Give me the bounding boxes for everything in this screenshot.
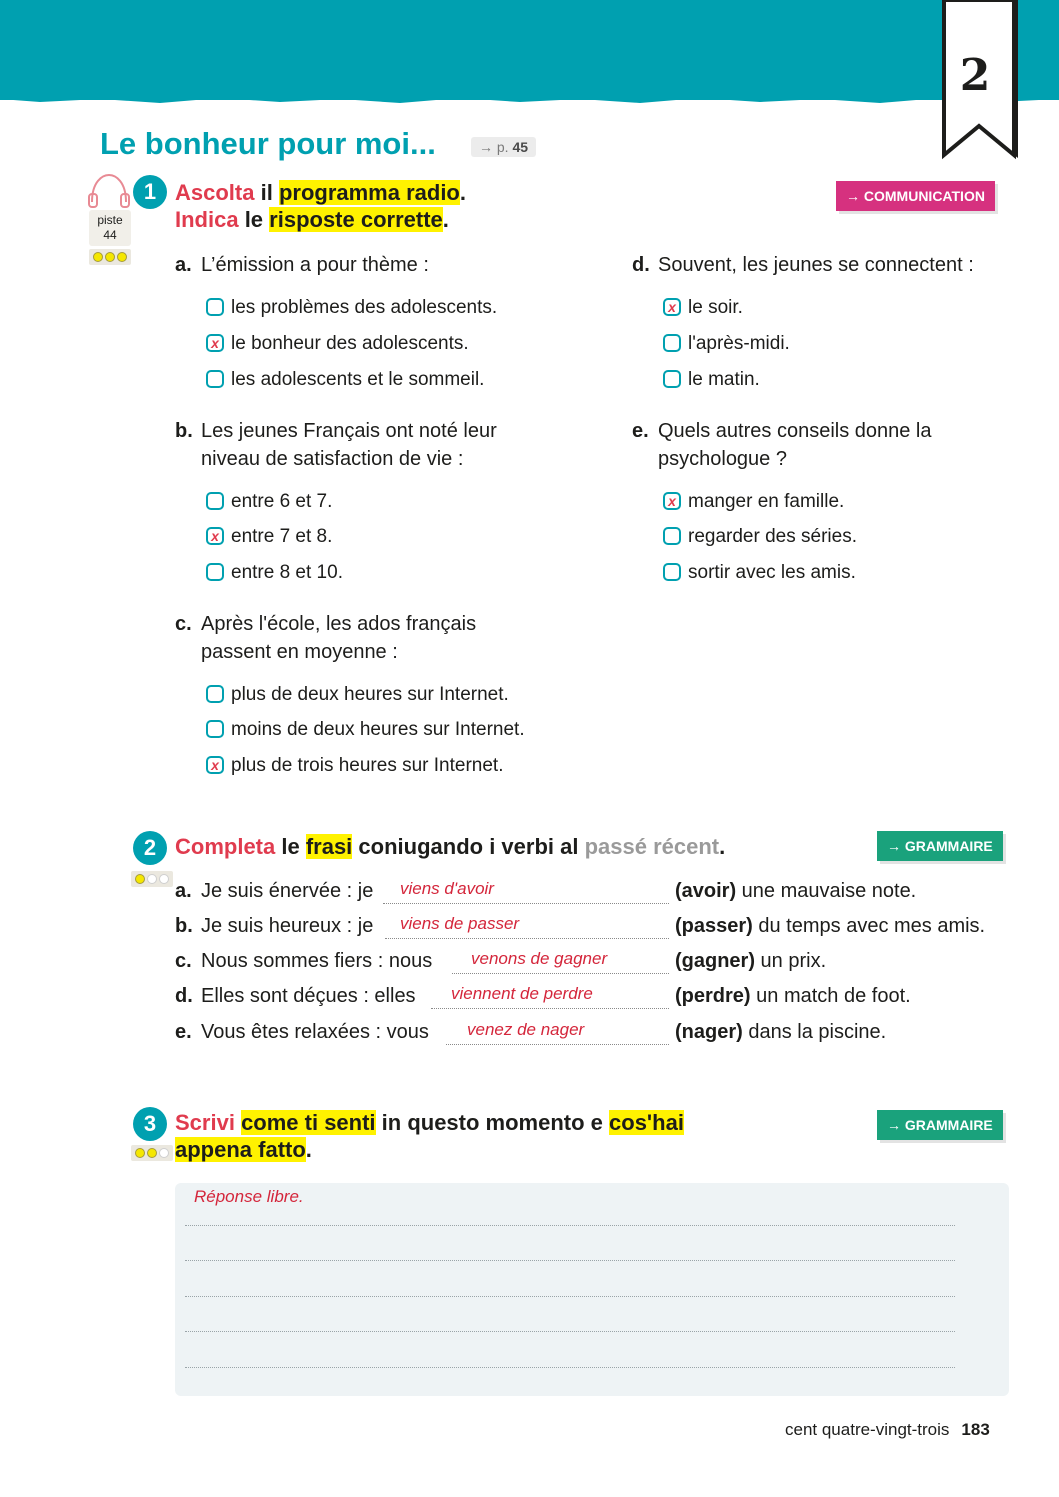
checkbox-checked[interactable]: x [206,527,224,545]
option-text: entre 6 et 7. [231,491,333,512]
question-c [175,610,476,666]
question-letter: d. [632,254,650,276]
exercise-3-number: 3 [133,1107,167,1141]
question-text: niveau de satisfaction de vie : [201,448,464,470]
option-b-1[interactable] [231,490,332,514]
instruction-word: il [254,180,279,205]
difficulty-dot [147,1148,157,1158]
question-e [632,417,932,473]
fill-item-b [175,912,1005,940]
option-text: manger en famille. [688,491,845,512]
answer-blank[interactable] [452,947,669,974]
instruction-word: Scrivi [175,1110,235,1135]
question-text: L’émission a pour thème : [201,254,429,276]
question-letter: e. [632,420,649,442]
difficulty-indicator [131,1145,173,1161]
page-number: 183 [961,1420,990,1439]
instruction-word: coniugando i verbi al [352,834,585,859]
fill-item-c [175,947,1005,975]
writing-line [185,1260,955,1261]
verb-infinitive: (perdre) [675,985,751,1007]
instruction-word: . [305,1137,312,1162]
option-b-2[interactable] [211,525,333,549]
item-letter: e. [175,1021,192,1043]
option-d-1[interactable] [668,296,743,320]
question-text: Après l'école, les ados français [201,613,477,635]
instruction-word: . [459,180,466,205]
option-text: le matin. [688,369,760,390]
exercise-2-number: 2 [133,831,167,865]
exercise-1-number: 1 [133,175,167,209]
question-letter: a. [175,254,192,276]
verb-infinitive: (gagner) [675,950,755,972]
option-a-3[interactable] [231,368,484,392]
piste-number: 44 [103,228,117,242]
checkbox-checked[interactable]: x [206,334,224,352]
exercise-3-instruction [175,1109,684,1163]
writing-line [185,1331,955,1332]
unit-bookmark [940,0,1020,162]
option-text: le bonheur des adolescents. [231,333,469,354]
verb-infinitive: (passer) [675,915,753,937]
instruction-word: Indica [175,207,239,232]
free-answer-text: Réponse libre. [194,1187,304,1206]
question-text: Quels autres conseils donne la [658,420,932,442]
question-a [175,251,429,279]
checkbox[interactable] [206,720,224,738]
answer-blank[interactable] [385,912,669,939]
item-rest: du temps avec mes amis. [752,915,986,937]
instruction-word: le [238,207,270,232]
difficulty-dot [159,874,169,884]
question-text: Souvent, les jeunes se connectent : [658,254,974,276]
question-text: Les jeunes Français ont noté leur [201,420,497,442]
option-e-1[interactable] [668,490,845,514]
difficulty-dot [147,874,157,884]
item-prompt: Vous êtes relaxées : vous [201,1021,429,1043]
instruction-word: Ascolta [175,180,255,205]
instruction-word: . [719,834,726,859]
instruction-highlight: programma radio [278,180,460,205]
verb-infinitive: (avoir) [675,880,737,902]
item-rest: une mauvaise note. [736,880,917,902]
header-band [0,0,1059,100]
grammaire-tag[interactable]: → GRAMMAIRE [877,831,1003,861]
question-text: psychologue ? [658,448,787,470]
item-letter: c. [175,950,192,972]
grammaire-tag[interactable]: → GRAMMAIRE [877,1110,1003,1140]
writing-line [185,1225,955,1226]
checkbox[interactable] [663,563,681,581]
difficulty-dot [93,252,103,262]
instruction-highlight: frasi [305,834,353,859]
option-c-1[interactable] [231,683,509,707]
question-text: passent en moyenne : [201,641,398,663]
instruction-word: le [275,834,306,859]
checkbox[interactable] [206,563,224,581]
instruction-highlight: cos'hai [609,1110,684,1135]
difficulty-dot [135,874,145,884]
option-a-1[interactable] [231,296,497,320]
answer-text: viens d'avoir [400,879,494,898]
item-prompt: Elles sont déçues : elles [201,985,416,1007]
option-e-3[interactable] [688,561,856,585]
item-rest: dans la piscine. [742,1021,887,1043]
option-d-2[interactable] [688,332,790,356]
audio-track-label[interactable] [89,210,131,246]
difficulty-indicator [131,871,173,887]
instruction-word: . [442,207,449,232]
difficulty-dot [135,1148,145,1158]
answer-blank[interactable] [431,982,669,1009]
instruction-highlight: come ti senti [241,1110,376,1135]
difficulty-dot [159,1148,169,1158]
answer-blank[interactable] [446,1018,669,1045]
item-prompt: Nous sommes fiers : nous [201,950,433,972]
option-text: sortir avec les amis. [688,562,856,583]
page-reference-prefix: → p. [479,139,509,155]
checkbox-checked[interactable]: x [663,492,681,510]
instruction-highlight: appena fatto [175,1137,306,1162]
question-letter: c. [175,613,192,635]
difficulty-dot [117,252,127,262]
option-text: moins de deux heures sur Internet. [231,719,525,740]
option-e-2[interactable] [688,525,857,549]
exercise-2-instruction [175,833,725,860]
page-number-words: cent quatre-vingt-trois [785,1420,950,1439]
question-b [175,417,497,473]
difficulty-indicator [89,249,131,265]
answer-text: venez de nager [467,1020,585,1039]
difficulty-dot [105,252,115,262]
option-text: les problèmes des adolescents. [231,297,498,318]
checkbox-checked[interactable]: x [663,298,681,316]
page-reference[interactable] [471,137,536,157]
item-rest: un prix. [755,950,827,972]
page-footer [785,1420,990,1440]
fill-item-e [175,1018,1005,1046]
instruction-word: Completa [175,834,276,859]
option-text: entre 8 et 10. [231,562,343,583]
torn-edge [0,94,1059,106]
communication-tag[interactable]: → COMMUNICATION [836,181,995,211]
fill-item-d [175,982,1005,1010]
checkbox[interactable] [206,298,224,316]
option-c-3[interactable] [211,754,504,778]
checkbox[interactable] [206,370,224,388]
piste-label: piste [97,213,123,227]
checkbox[interactable] [663,370,681,388]
fill-item-a [175,877,1005,905]
page-title: Le bonheur pour moi... [100,126,436,161]
instruction-word: passé récent [584,834,720,859]
item-letter: a. [175,880,192,902]
item-rest: un match de foot. [750,985,911,1007]
option-b-3[interactable] [231,561,343,585]
checkbox[interactable] [206,492,224,510]
option-text: entre 7 et 8. [231,526,333,547]
option-text: les adolescents et le sommeil. [231,369,485,390]
answer-text: venons de gagner [471,949,608,968]
instruction-word: in questo momento e [375,1110,610,1135]
checkbox[interactable] [206,685,224,703]
option-c-2[interactable] [231,718,525,742]
answer-blank[interactable] [383,877,669,904]
item-letter: b. [175,915,193,937]
unit-number: 2 [959,50,991,101]
option-text: regarder des séries. [688,526,857,547]
checkbox[interactable] [663,527,681,545]
verb-infinitive: (nager) [675,1021,743,1043]
writing-line [185,1296,955,1297]
question-d [632,251,974,279]
exercise-1-instruction [175,179,466,233]
option-text: plus de deux heures sur Internet. [231,684,509,705]
option-text: le soir. [688,297,743,318]
headphones-icon [87,172,131,208]
option-a-2[interactable] [211,332,469,356]
option-d-3[interactable] [688,368,760,392]
item-letter: d. [175,985,193,1007]
question-letter: b. [175,420,193,442]
answer-text: viennent de perdre [451,984,593,1003]
writing-line [185,1367,955,1368]
instruction-highlight: risposte corrette [269,207,443,232]
option-text: l'après-midi. [688,333,790,354]
page-reference-number: 45 [512,139,529,155]
answer-text: viens de passer [400,914,520,933]
free-answer-area[interactable] [175,1183,1009,1396]
checkbox-checked[interactable]: x [206,756,224,774]
option-text: plus de trois heures sur Internet. [231,755,504,776]
item-prompt: Je suis heureux : je [201,915,374,937]
checkbox[interactable] [663,334,681,352]
item-prompt: Je suis énervée : je [201,880,374,902]
